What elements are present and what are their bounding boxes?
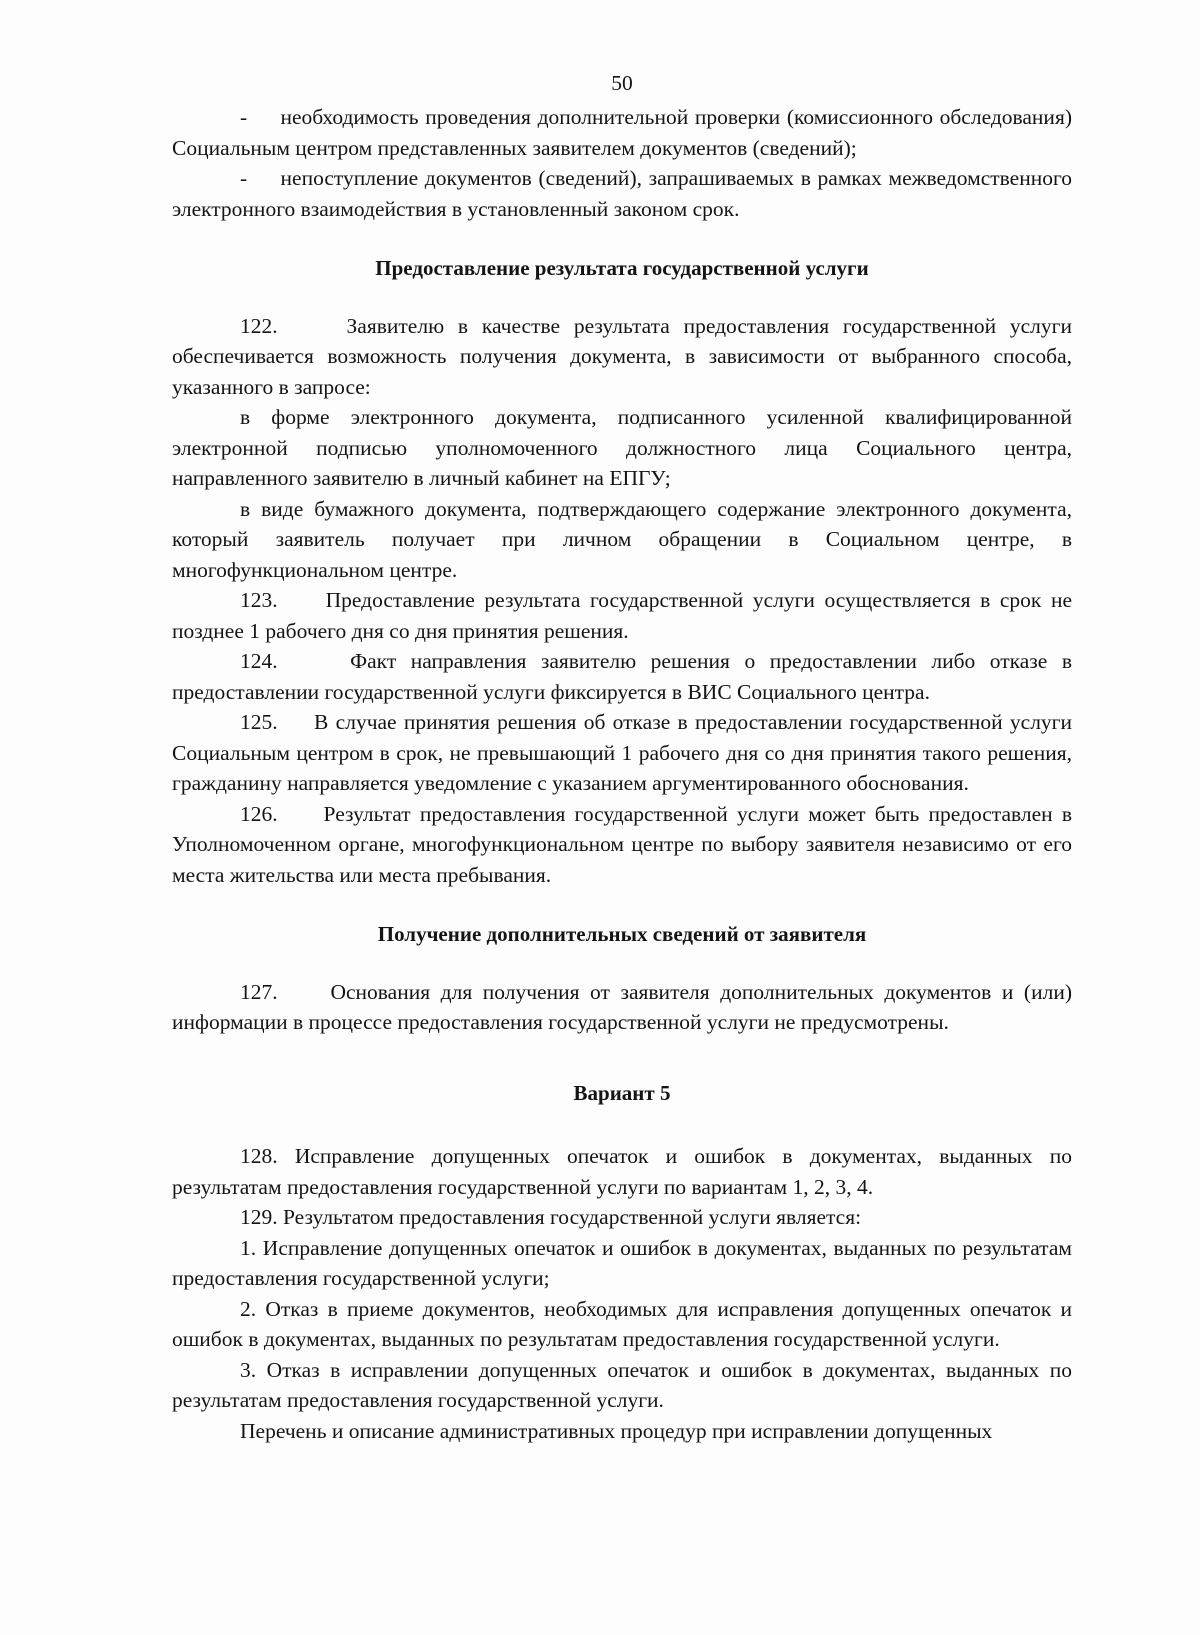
paragraph-122-paper: в виде бумажного документа, подтверждающего содержание электронного документа, который заявитель получает при личном обращении в Социальном центре, в многофункциональном центре. — [172, 496, 1072, 582]
paragraph-122: 122. Заявителю в качестве результата предоставления государственной услуги обеспечивается возможность получения документа, в зависимости от выбранного способа, указанного в запросе: — [172, 313, 1072, 399]
paragraph-125: 125. В случае принятия решения об отказе в предоставлении государственной услуги Социальным центром в срок, не превышающий 1 рабочего дня со дня принятия такого решения, гражданину направляется уведомление с указанием аргументированного обоснования. — [172, 710, 1072, 795]
paragraph-129: 129. Результатом предоставления государственной услуги является: — [240, 1205, 862, 1229]
document-body — [172, 68, 1072, 1446]
paragraph-129-item-3: 3. Отказ в исправлении допущенных опечаток и ошибок в документах, выданных по результатам предоставления государственной услуги. — [172, 1357, 1072, 1412]
paragraph-128: 128. Исправление допущенных опечаток и ошибок в документах, выданных по результатам предоставления государственной услуги по вариантам 1, 2, 3, 4. — [172, 1144, 1072, 1199]
paragraph-129-item-1: 1. Исправление допущенных опечаток и ошибок в документах, выданных по результатам предоставления государственной услуги; — [172, 1235, 1072, 1290]
paragraph-123: 123. Предоставление результата государственной услуги осуществляется в срок не позднее 1 рабочего дня со дня принятия решения. — [172, 588, 1072, 643]
paragraph-127: 127. Основания для получения от заявителя дополнительных документов и (или) информации в процессе предоставления государственной услуги не предусмотрены. — [172, 979, 1072, 1034]
section-heading-additional-info: Получение дополнительных сведений от заявителя — [377, 922, 867, 946]
paragraph-122-electronic: в форме электронного документа, подписанного усиленной квалифицированной электронной подписью уполномоченного должностного лица Социального центра, направленного заявителю в личный кабинет на ЕПГУ; — [172, 405, 1072, 490]
paragraph-124: 124. Факт направления заявителю решения о предоставлении либо отказе в предоставлении государственной услуги фиксируется в ВИС Социального центра. — [172, 649, 1072, 704]
paragraph-129-item-2: 2. Отказ в приеме документов, необходимых для исправления допущенных опечаток и ошибок в документах, выданных по результатам предоставления государственной услуги. — [172, 1296, 1072, 1351]
paragraph-procedures-list: Перечень и описание административных процедур при исправлении допущенных — [240, 1418, 993, 1443]
section-heading-variant-5: Вариант 5 — [573, 1080, 671, 1105]
page-number: 50 — [611, 71, 633, 95]
paragraph-126: 126. Результат предоставления государственной услуги может быть предоставлен в Уполномоченном органе, многофункциональном центре по выбору заявителя независимо от его места жительства или места пребывания. — [172, 801, 1072, 887]
paragraph-bullet-missing-documents: - непоступление документов (сведений), запрашиваемых в рамках межведомственного электронного взаимодействия в установленный законом срок. — [172, 166, 1072, 221]
section-heading-result-delivery: Предоставление результата государственной услуги — [375, 256, 869, 280]
paragraph-bullet-additional-check: - необходимость проведения дополнительной проверки (комиссионного обследования) Социальным центром представленных заявителем документов (сведений); — [172, 105, 1072, 160]
